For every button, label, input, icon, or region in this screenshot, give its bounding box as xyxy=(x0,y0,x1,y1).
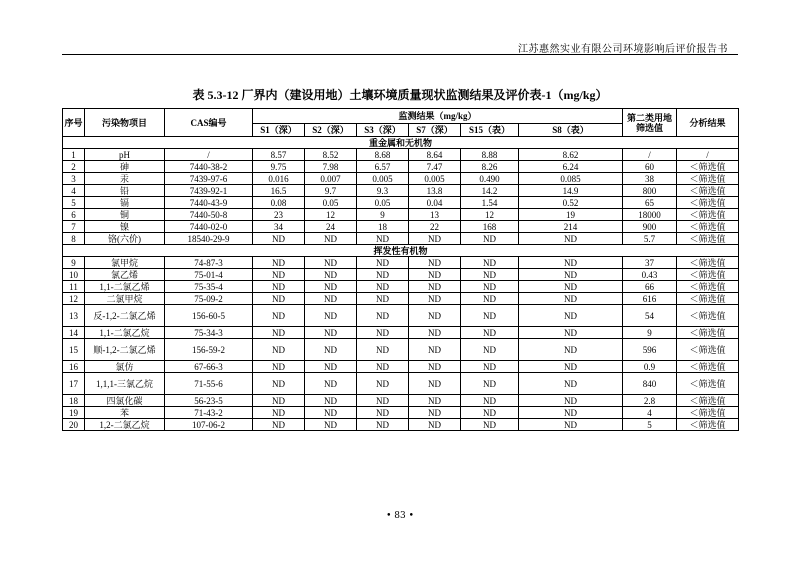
cell-item: 四氯化碳 xyxy=(85,395,165,407)
cell-value: ND xyxy=(305,419,357,431)
cell-value: ND xyxy=(357,293,409,305)
cell-value: ND xyxy=(409,281,461,293)
cell-value: ND xyxy=(519,257,623,269)
cell-screening-limit: 800 xyxy=(623,185,677,197)
cell-value: ND xyxy=(357,305,409,327)
cell-value: 14.2 xyxy=(461,185,519,197)
cell-cas: 7440-43-9 xyxy=(165,197,253,209)
cell-value: 0.05 xyxy=(305,197,357,209)
cell-screening-limit: / xyxy=(623,149,677,161)
cell-value: 8.62 xyxy=(519,149,623,161)
cell-value: ND xyxy=(409,327,461,339)
cell-value: 8.88 xyxy=(461,149,519,161)
cell-analysis-result: ＜筛选值 xyxy=(677,233,739,245)
cell-cas: 7440-02-0 xyxy=(165,221,253,233)
cell-item: 顺-1,2-二氯乙烯 xyxy=(85,339,165,361)
cell-no: 20 xyxy=(63,419,85,431)
cell-value: 1.54 xyxy=(461,197,519,209)
cell-analysis-result: ＜筛选值 xyxy=(677,305,739,327)
cell-analysis-result: ＜筛选值 xyxy=(677,257,739,269)
cell-value: ND xyxy=(519,419,623,431)
cell-value: 0.005 xyxy=(409,173,461,185)
cell-analysis-result: ＜筛选值 xyxy=(677,361,739,373)
running-header: 江苏惠然实业有限公司环境影响后评价报告书 xyxy=(518,44,728,55)
cell-value: 9 xyxy=(357,209,409,221)
cell-value: ND xyxy=(357,339,409,361)
table-row xyxy=(63,257,739,269)
cell-value: 16.5 xyxy=(253,185,305,197)
cell-no: 9 xyxy=(63,257,85,269)
table-row xyxy=(63,407,739,419)
cell-value: ND xyxy=(357,407,409,419)
cell-value: ND xyxy=(461,407,519,419)
cell-item: 1,1-二氯乙烯 xyxy=(85,281,165,293)
cell-cas: 156-60-5 xyxy=(165,305,253,327)
cell-value: 9.3 xyxy=(357,185,409,197)
cell-value: ND xyxy=(519,327,623,339)
cell-analysis-result: ＜筛选值 xyxy=(677,293,739,305)
cell-item: 镍 xyxy=(85,221,165,233)
cell-screening-limit: 54 xyxy=(623,305,677,327)
cell-value: 0.085 xyxy=(519,173,623,185)
column-header-cas: CAS编号 xyxy=(165,109,253,137)
cell-analysis-result: ＜筛选值 xyxy=(677,269,739,281)
table-body xyxy=(63,137,739,431)
page-number: • 83 • xyxy=(386,511,414,521)
table-row xyxy=(63,173,739,185)
table-row xyxy=(63,361,739,373)
cell-analysis-result: ＜筛选值 xyxy=(677,185,739,197)
cell-value: ND xyxy=(519,407,623,419)
cell-analysis-result: ＜筛选值 xyxy=(677,161,739,173)
cell-value: ND xyxy=(409,419,461,431)
cell-cas: 7439-97-6 xyxy=(165,173,253,185)
cell-value: ND xyxy=(253,293,305,305)
cell-cas: 74-87-3 xyxy=(165,257,253,269)
cell-value: ND xyxy=(409,407,461,419)
cell-analysis-result: ＜筛选值 xyxy=(677,221,739,233)
cell-cas: 71-43-2 xyxy=(165,407,253,419)
column-header-sample: S15（表） xyxy=(461,124,519,137)
cell-cas: 7440-38-2 xyxy=(165,161,253,173)
cell-analysis-result: ＜筛选值 xyxy=(677,339,739,361)
cell-value: ND xyxy=(305,305,357,327)
cell-value: ND xyxy=(305,395,357,407)
column-header-sample: S8（表） xyxy=(519,124,623,137)
cell-value: 6.24 xyxy=(519,161,623,173)
header-divider xyxy=(62,54,738,55)
cell-value: ND xyxy=(253,281,305,293)
cell-screening-limit: 900 xyxy=(623,221,677,233)
cell-value: ND xyxy=(357,419,409,431)
cell-value: ND xyxy=(519,293,623,305)
cell-cas: / xyxy=(165,149,253,161)
cell-item: 氯甲烷 xyxy=(85,257,165,269)
cell-value: 0.08 xyxy=(253,197,305,209)
cell-value: 0.490 xyxy=(461,173,519,185)
cell-value: ND xyxy=(305,407,357,419)
table-row xyxy=(63,339,739,361)
section-title: 挥发性有机物 xyxy=(63,245,739,257)
cell-value: ND xyxy=(409,305,461,327)
cell-value: ND xyxy=(519,373,623,395)
cell-value: ND xyxy=(253,395,305,407)
table-row xyxy=(63,149,739,161)
cell-cas: 7440-50-8 xyxy=(165,209,253,221)
cell-value: ND xyxy=(357,327,409,339)
cell-analysis-result: ＜筛选值 xyxy=(677,327,739,339)
cell-screening-limit: 0.43 xyxy=(623,269,677,281)
column-header-item: 污染物项目 xyxy=(85,109,165,137)
cell-value: ND xyxy=(461,233,519,245)
cell-screening-limit: 65 xyxy=(623,197,677,209)
cell-item: 氯仿 xyxy=(85,361,165,373)
cell-cas: 67-66-3 xyxy=(165,361,253,373)
table-row xyxy=(63,293,739,305)
cell-value: ND xyxy=(461,293,519,305)
table-row xyxy=(63,221,739,233)
table-row xyxy=(63,197,739,209)
cell-value: ND xyxy=(519,281,623,293)
cell-item: 苯 xyxy=(85,407,165,419)
cell-value: ND xyxy=(357,269,409,281)
cell-value: ND xyxy=(461,305,519,327)
cell-no: 11 xyxy=(63,281,85,293)
cell-screening-limit: 596 xyxy=(623,339,677,361)
cell-analysis-result: ＜筛选值 xyxy=(677,419,739,431)
table-row xyxy=(63,233,739,245)
column-header-screening: 第二类用地筛选值 xyxy=(623,109,677,137)
cell-no: 4 xyxy=(63,185,85,197)
cell-value: ND xyxy=(253,269,305,281)
cell-value: ND xyxy=(461,395,519,407)
cell-analysis-result: ＜筛选值 xyxy=(677,173,739,185)
column-header-analysis: 分析结果 xyxy=(677,109,739,137)
cell-no: 8 xyxy=(63,233,85,245)
cell-item: 汞 xyxy=(85,173,165,185)
cell-value: ND xyxy=(409,395,461,407)
cell-no: 18 xyxy=(63,395,85,407)
column-header-seq: 序号 xyxy=(63,109,85,137)
cell-value: 7.47 xyxy=(409,161,461,173)
cell-value: 13 xyxy=(409,209,461,221)
cell-value: ND xyxy=(519,269,623,281)
cell-value: ND xyxy=(253,419,305,431)
cell-screening-limit: 60 xyxy=(623,161,677,173)
cell-value: ND xyxy=(409,293,461,305)
cell-screening-limit: 4 xyxy=(623,407,677,419)
cell-value: 13.8 xyxy=(409,185,461,197)
cell-value: 0.05 xyxy=(357,197,409,209)
table-row xyxy=(63,419,739,431)
cell-value: 0.005 xyxy=(357,173,409,185)
cell-cas: 107-06-2 xyxy=(165,419,253,431)
cell-value: 8.68 xyxy=(357,149,409,161)
cell-cas: 56-23-5 xyxy=(165,395,253,407)
cell-value: 8.57 xyxy=(253,149,305,161)
cell-item: 1,1-二氯乙烷 xyxy=(85,327,165,339)
cell-value: ND xyxy=(357,373,409,395)
header-row-1 xyxy=(63,109,739,124)
cell-value: 0.52 xyxy=(519,197,623,209)
cell-item: 1,2-二氯乙烷 xyxy=(85,419,165,431)
cell-value: ND xyxy=(305,257,357,269)
cell-value: ND xyxy=(461,281,519,293)
cell-value: ND xyxy=(253,327,305,339)
cell-value: 34 xyxy=(253,221,305,233)
cell-screening-limit: 0.9 xyxy=(623,361,677,373)
table-row xyxy=(63,327,739,339)
cell-cas: 71-55-6 xyxy=(165,373,253,395)
cell-screening-limit: 18000 xyxy=(623,209,677,221)
cell-value: 9.7 xyxy=(305,185,357,197)
cell-value: 22 xyxy=(409,221,461,233)
cell-value: ND xyxy=(409,373,461,395)
cell-cas: 18540-29-9 xyxy=(165,233,253,245)
cell-screening-limit: 616 xyxy=(623,293,677,305)
table-row xyxy=(63,281,739,293)
cell-value: ND xyxy=(519,361,623,373)
cell-value: ND xyxy=(357,395,409,407)
cell-cas: 75-01-4 xyxy=(165,269,253,281)
cell-value: ND xyxy=(357,361,409,373)
cell-analysis-result: ＜筛选值 xyxy=(677,197,739,209)
cell-item: 1,1,1-三氯乙烷 xyxy=(85,373,165,395)
cell-no: 6 xyxy=(63,209,85,221)
cell-analysis-result: ＜筛选值 xyxy=(677,281,739,293)
cell-value: 9.75 xyxy=(253,161,305,173)
cell-value: 8.64 xyxy=(409,149,461,161)
cell-analysis-result: ＜筛选值 xyxy=(677,373,739,395)
cell-screening-limit: 37 xyxy=(623,257,677,269)
cell-value: 14.9 xyxy=(519,185,623,197)
cell-screening-limit: 9 xyxy=(623,327,677,339)
table-row xyxy=(63,269,739,281)
cell-screening-limit: 840 xyxy=(623,373,677,395)
cell-cas: 75-34-3 xyxy=(165,327,253,339)
section-row xyxy=(63,245,739,257)
cell-screening-limit: 38 xyxy=(623,173,677,185)
cell-value: ND xyxy=(305,373,357,395)
cell-screening-limit: 5 xyxy=(623,419,677,431)
cell-item: 氯乙烯 xyxy=(85,269,165,281)
cell-item: pH xyxy=(85,149,165,161)
cell-value: ND xyxy=(409,339,461,361)
cell-value: ND xyxy=(357,233,409,245)
cell-value: ND xyxy=(461,361,519,373)
table-row xyxy=(63,209,739,221)
cell-value: ND xyxy=(253,373,305,395)
cell-value: ND xyxy=(519,339,623,361)
cell-value: 168 xyxy=(461,221,519,233)
table-row xyxy=(63,395,739,407)
cell-value: 23 xyxy=(253,209,305,221)
cell-item: 铬(六价) xyxy=(85,233,165,245)
cell-no: 10 xyxy=(63,269,85,281)
column-header-sample: S7（深） xyxy=(409,124,461,137)
cell-no: 1 xyxy=(63,149,85,161)
cell-value: ND xyxy=(519,305,623,327)
table-row xyxy=(63,305,739,327)
cell-value: 19 xyxy=(519,209,623,221)
cell-value: ND xyxy=(461,327,519,339)
cell-value: ND xyxy=(253,233,305,245)
cell-cas: 75-35-4 xyxy=(165,281,253,293)
section-title: 重金属和无机物 xyxy=(63,137,739,149)
column-header-results-group: 监测结果（mg/kg） xyxy=(253,109,623,124)
cell-value: ND xyxy=(461,257,519,269)
table-row xyxy=(63,161,739,173)
cell-value: 214 xyxy=(519,221,623,233)
cell-value: ND xyxy=(253,305,305,327)
cell-no: 19 xyxy=(63,407,85,419)
cell-value: ND xyxy=(409,257,461,269)
cell-value: ND xyxy=(305,339,357,361)
cell-value: ND xyxy=(409,361,461,373)
cell-value: ND xyxy=(409,233,461,245)
cell-cas: 156-59-2 xyxy=(165,339,253,361)
cell-value: ND xyxy=(253,257,305,269)
cell-value: ND xyxy=(253,339,305,361)
cell-value: ND xyxy=(305,281,357,293)
cell-item: 反-1,2-二氯乙烯 xyxy=(85,305,165,327)
cell-no: 2 xyxy=(63,161,85,173)
cell-value: 0.007 xyxy=(305,173,357,185)
cell-item: 铜 xyxy=(85,209,165,221)
cell-screening-limit: 2.8 xyxy=(623,395,677,407)
cell-no: 5 xyxy=(63,197,85,209)
table-title: 表 5.3-12 厂界内（建设用地）土壤环境质量现状监测结果及评价表-1（mg/kg） xyxy=(192,88,608,102)
cell-no: 7 xyxy=(63,221,85,233)
cell-no: 12 xyxy=(63,293,85,305)
cell-value: ND xyxy=(305,361,357,373)
cell-screening-limit: 5.7 xyxy=(623,233,677,245)
cell-value: 18 xyxy=(357,221,409,233)
cell-value: 6.57 xyxy=(357,161,409,173)
cell-value: ND xyxy=(253,361,305,373)
cell-value: ND xyxy=(519,395,623,407)
cell-no: 14 xyxy=(63,327,85,339)
cell-item: 砷 xyxy=(85,161,165,173)
column-header-sample: S3（深） xyxy=(357,124,409,137)
cell-item: 镉 xyxy=(85,197,165,209)
cell-analysis-result: / xyxy=(677,149,739,161)
cell-cas: 75-09-2 xyxy=(165,293,253,305)
cell-value: 8.52 xyxy=(305,149,357,161)
cell-no: 17 xyxy=(63,373,85,395)
table-row xyxy=(63,185,739,197)
cell-value: 7.98 xyxy=(305,161,357,173)
cell-value: ND xyxy=(305,269,357,281)
cell-no: 3 xyxy=(63,173,85,185)
cell-value: ND xyxy=(305,293,357,305)
cell-value: 24 xyxy=(305,221,357,233)
monitoring-results-table xyxy=(62,108,739,431)
cell-value: ND xyxy=(461,373,519,395)
column-header-sample: S2（深） xyxy=(305,124,357,137)
cell-item: 铅 xyxy=(85,185,165,197)
cell-no: 13 xyxy=(63,305,85,327)
section-row xyxy=(63,137,739,149)
cell-analysis-result: ＜筛选值 xyxy=(677,395,739,407)
cell-value: ND xyxy=(357,281,409,293)
column-header-sample: S1（深） xyxy=(253,124,305,137)
cell-value: 8.26 xyxy=(461,161,519,173)
cell-value: ND xyxy=(461,339,519,361)
cell-value: ND xyxy=(305,327,357,339)
cell-value: ND xyxy=(409,269,461,281)
cell-value: ND xyxy=(519,233,623,245)
cell-no: 16 xyxy=(63,361,85,373)
cell-value: ND xyxy=(357,257,409,269)
cell-value: ND xyxy=(461,269,519,281)
cell-value: ND xyxy=(305,233,357,245)
cell-item: 二氯甲烷 xyxy=(85,293,165,305)
cell-value: ND xyxy=(253,407,305,419)
cell-screening-limit: 66 xyxy=(623,281,677,293)
cell-value: ND xyxy=(461,419,519,431)
cell-analysis-result: ＜筛选值 xyxy=(677,209,739,221)
cell-value: 0.04 xyxy=(409,197,461,209)
cell-value: 12 xyxy=(305,209,357,221)
table-row xyxy=(63,373,739,395)
cell-no: 15 xyxy=(63,339,85,361)
cell-value: 0.016 xyxy=(253,173,305,185)
cell-analysis-result: ＜筛选值 xyxy=(677,407,739,419)
cell-value: 12 xyxy=(461,209,519,221)
cell-cas: 7439-92-1 xyxy=(165,185,253,197)
